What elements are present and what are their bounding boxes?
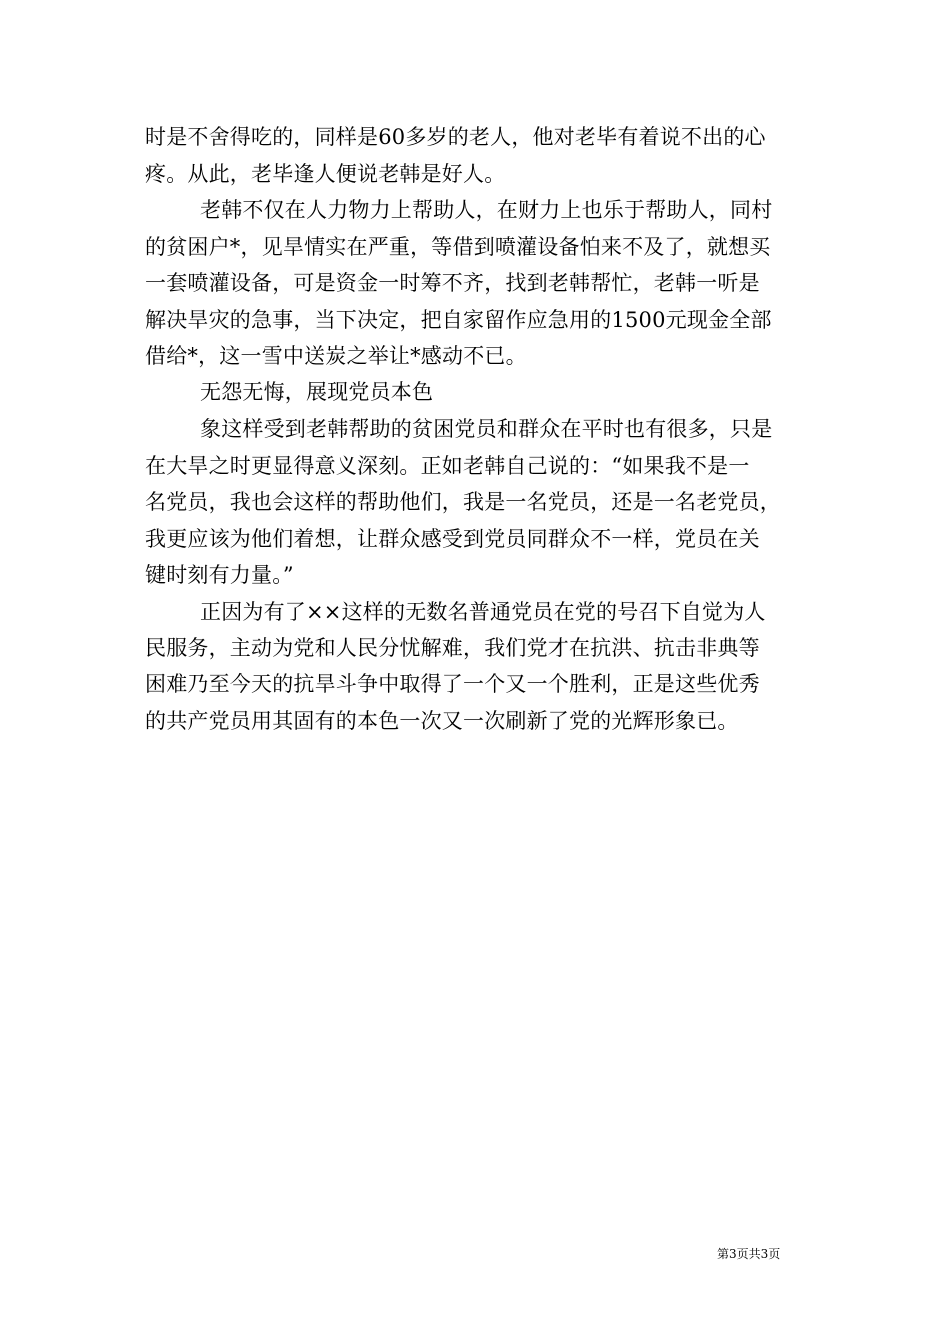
text-line: 疼。从此，老毕逢人便说老韩是好人。 (145, 162, 506, 186)
page-number-footer: 第3页共3页 (717, 1247, 781, 1261)
text-line: 解决旱灾的急事，当下决定，把自家留作应急用的1500元现金全部 (145, 308, 772, 332)
text-line: 时是不舍得吃的，同样是60多岁的老人，他对老毕有着说不出的心 (145, 125, 766, 149)
section-heading: 无怨无悔，展现党员本色 (200, 380, 434, 404)
paragraph-start-line: 老韩不仅在人力物力上帮助人，在财力上也乐于帮助人，同村 (200, 198, 773, 222)
text-line: 在大旱之时更显得意义深刻。正如老韩自己说的：“如果我不是一 (145, 454, 750, 478)
text-line: 我更应该为他们着想，让群众感受到党员同群众不一样，党员在关 (145, 527, 760, 551)
paragraph-start-line: 象这样受到老韩帮助的贫困党员和群众在平时也有很多，只是 (200, 417, 773, 441)
paragraph-start-line: 正因为有了××这样的无数名普通党员在党的号召下自觉为人 (200, 600, 766, 624)
text-line: 困难乃至今天的抗旱斗争中取得了一个又一个胜利，正是这些优秀 (145, 672, 760, 696)
text-line: 的贫困户*，见旱情实在严重，等借到喷灌设备怕来不及了，就想买 (145, 235, 771, 259)
text-line: 的共产党员用其固有的本色一次又一次刷新了党的光辉形象已。 (145, 709, 739, 733)
text-line: 一套喷灌设备，可是资金一时筹不齐，找到老韩帮忙，老韩一听是 (145, 271, 760, 295)
text-line: 名党员，我也会这样的帮助他们，我是一名党员，还是一名老党员， (145, 490, 781, 514)
text-line: 民服务，主动为党和人民分忧解难，我们党才在抗洪、抗击非典等 (145, 636, 760, 660)
text-line: 借给*，这一雪中送炭之举让*感动不已。 (145, 344, 527, 368)
text-line: 键时刻有力量。” (145, 563, 294, 587)
